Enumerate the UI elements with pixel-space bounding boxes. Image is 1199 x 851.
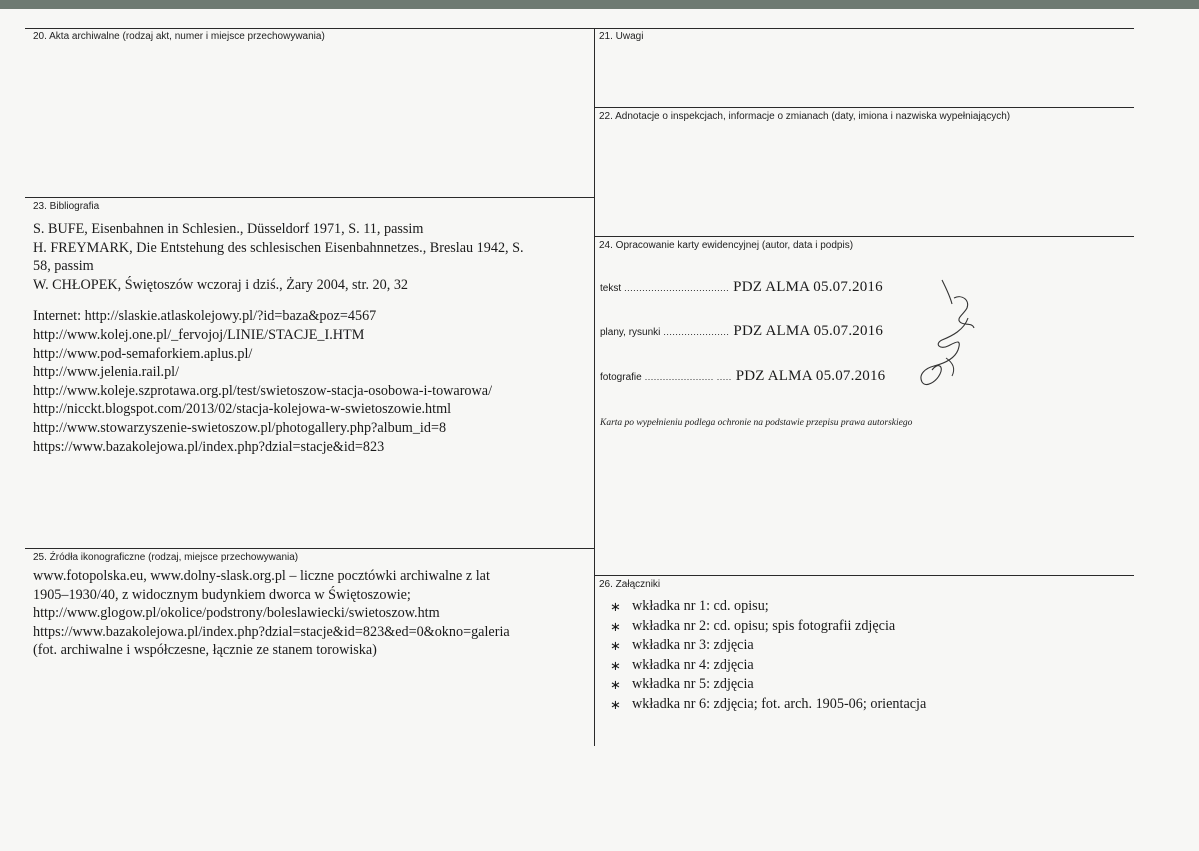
section-21-label: 21. Uwagi: [599, 31, 644, 42]
internet-source: http://nicckt.blogspot.com/2013/02/stacja-kolejowa-w-swietoszowie.html: [33, 401, 452, 418]
list-item: [610, 617, 926, 637]
bullet-icon: ∗: [610, 638, 621, 654]
field-row-plany: [600, 323, 883, 340]
attachment-text: wkładka nr 2: cd. opisu; spis fotografii zdjęcia: [632, 617, 896, 634]
bullet-icon: ∗: [610, 657, 621, 673]
scan-top-edge: [0, 0, 1199, 9]
field-label: tekst: [600, 283, 622, 294]
field-dots: ......................: [663, 327, 730, 337]
field-value: PDZ ALMA 05.07.2016: [733, 279, 883, 295]
bibliography-text: [33, 220, 589, 456]
list-item: [610, 636, 926, 656]
internet-source: Internet: http://slaskie.atlaskolejowy.pl/?id=baza&poz=4567: [33, 308, 377, 325]
handwritten-signature: [912, 278, 982, 393]
iconography-line: https://www.bazakolejowa.pl/index.php?dzial=stacje&id=823&ed=0&okno=galeria: [33, 623, 510, 640]
attachment-text: wkładka nr 1: cd. opisu;: [632, 598, 769, 614]
iconography-line: (fot. archiwalne i współczesne, łącznie ze stanem torowiska): [33, 642, 377, 659]
section-26-label: 26. Załączniki: [599, 579, 661, 590]
rule-25: [25, 548, 594, 549]
bibliography-line: 58, passim: [33, 258, 94, 275]
internet-source: http://www.pod-semaforkiem.aplus.pl/: [33, 345, 253, 362]
bibliography-line: W. CHŁOPEK, Świętoszów wczoraj i dziś., Żary 2004, str. 20, 32: [33, 276, 409, 293]
attachment-text: wkładka nr 6: zdjęcia; fot. arch. 1905-06; orientacja: [632, 695, 927, 712]
bullet-icon: ∗: [610, 696, 621, 712]
iconography-line: http://www.glogow.pl/okolice/podstrony/boleslawiecki/swietoszow.htm: [33, 605, 440, 622]
center-divider: [594, 28, 595, 746]
bullet-icon: ∗: [610, 677, 621, 693]
field-value: PDZ ALMA 05.07.2016: [733, 323, 884, 339]
rule-23: [25, 197, 594, 198]
internet-source: http://www.kolej.one.pl/_fervojoj/LINIE/STACJE_I.HTM: [33, 326, 365, 343]
attachment-text: wkładka nr 3: zdjęcia: [632, 637, 754, 654]
internet-source: http://www.koleje.szprotawa.org.pl/test/swietoszow-stacja-osobowa-i-towarowa/: [33, 382, 493, 399]
field-label: fotografie: [600, 372, 642, 383]
section-23-label: 23. Bibliografia: [33, 201, 100, 212]
top-rule: [25, 28, 1134, 29]
bullet-icon: ∗: [610, 599, 621, 614]
iconography-text: [33, 567, 589, 660]
iconography-line: 1905–1930/40, z widocznym budynkiem dworca w Świętoszowie;: [33, 586, 411, 603]
field-label: plany, rysunki: [600, 327, 661, 338]
field-row-fotografie: [600, 368, 885, 385]
bibliography-line: S. BUFE, Eisenbahnen in Schlesien., Düsseldorf 1971, S. 11, passim: [33, 221, 424, 237]
attachment-text: wkładka nr 4: zdjęcia: [632, 656, 754, 673]
bibliography-line: H. FREYMARK, Die Entstehung des schlesischen Eisenbahnnetzes., Breslau 1942, S.: [33, 239, 524, 256]
internet-source: http://www.stowarzyszenie-swietoszow.pl/photogallery.php?album_id=8: [33, 419, 447, 436]
bullet-icon: ∗: [610, 618, 621, 634]
field-row-tekst: [600, 279, 883, 296]
list-item: [610, 597, 926, 617]
section-25-label: 25. Źródła ikonograficzne (rodzaj, miejsce przechowywania): [33, 552, 299, 563]
section-20-label: 20. Akta archiwalne (rodzaj akt, numer i miejsce przechowywania): [33, 31, 325, 42]
internet-source: http://www.jelenia.rail.pl/: [33, 364, 180, 381]
rule-26: [594, 575, 1134, 576]
field-value: PDZ ALMA 05.07.2016: [735, 368, 886, 384]
section-24-label: 24. Opracowanie karty ewidencyjnej (autor, data i podpis): [599, 240, 854, 251]
field-dots: ...................................: [624, 283, 730, 293]
list-item: [610, 675, 926, 695]
rule-24: [594, 236, 1134, 237]
attachment-text: wkładka nr 5: zdjęcia: [632, 676, 754, 693]
field-dots: ....................... .....: [644, 372, 732, 382]
iconography-line: www.fotopolska.eu, www.dolny-slask.org.pl – liczne pocztówki archiwalne z lat: [33, 568, 490, 584]
list-item: [610, 656, 926, 676]
list-item: [610, 695, 926, 715]
section-22-label: 22. Adnotacje o inspekcjach, informacje o zmianach (daty, imiona i nazwiska wypełniających): [599, 111, 1011, 122]
internet-source: https://www.bazakolejowa.pl/index.php?dzial=stacje&id=823: [33, 438, 385, 455]
rule-22: [594, 107, 1134, 108]
copyright-note: Karta po wypełnieniu podlega ochronie na podstawie przepisu prawa autorskiego: [600, 418, 913, 428]
attachments-list: [610, 597, 926, 715]
